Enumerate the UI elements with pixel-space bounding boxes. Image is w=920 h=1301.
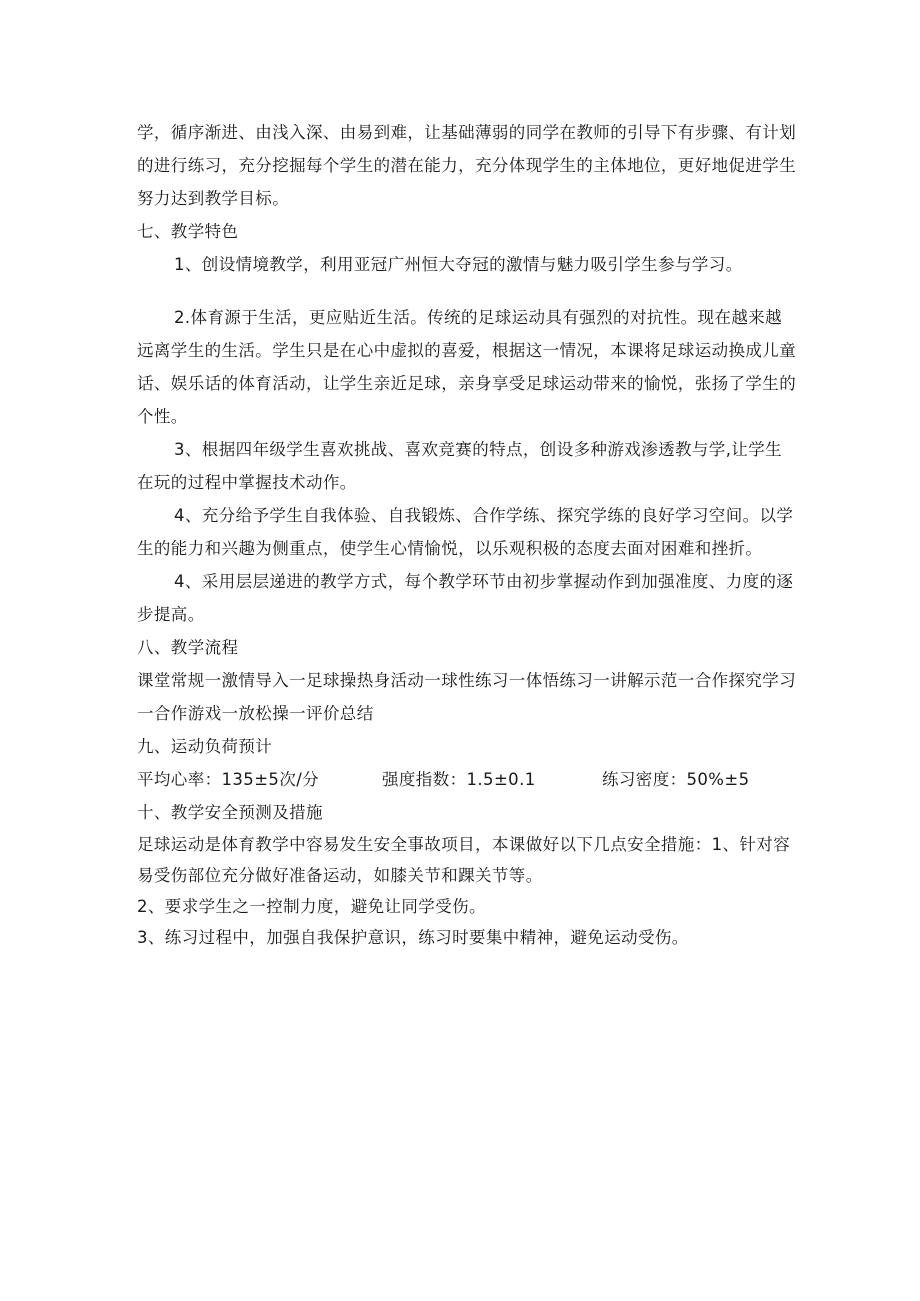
section10-item-3: 3、练习过程中，加强自我保护意识，练习时要集中精神，避免运动受伤。 xyxy=(137,928,689,947)
heart-rate-value: 平均心率：135±5次/分 xyxy=(137,770,320,789)
section8-heading: 八、教学流程 xyxy=(137,638,239,657)
section10-paragraph: 足球运动是体育教学中容易发生安全事故项目，本课做好以下几点安全措施：1、针对容易受伤部位充分做好准备运动，如膝关节和踝关节等。 xyxy=(137,835,791,885)
section10-heading: 十、教学安全预测及措施 xyxy=(137,803,323,822)
section10-item-2: 2、要求学生之一控制力度，避免让同学受伤。 xyxy=(137,897,486,916)
intro-paragraph: 学，循序渐进、由浅入深、由易到难，让基础薄弱的同学在教师的引导下有步骤、有计划的进行练习，充分挖掘每个学生的潜在能力，充分体现学生的主体地位，更好地促进学生努力达到教学目标。 xyxy=(137,123,797,208)
section7-item-5: 4、采用层层递进的教学方式，每个教学环节由初步掌握动作到加强准度、力度的逐步提高。 xyxy=(137,572,794,624)
section7-item-2: 2.体育源于生活，更应贴近生活。传统的足球运动具有强烈的对抗性。现在越来越远离学生的生活。学生只是在心中虚拟的喜爱，根据这一情况，本课将足球运动换成儿童话、娱乐话的体育活动，让学生亲近足球，亲身享受足球运动带来的愉悦，张扬了学生的个性。 xyxy=(137,308,797,426)
section7-item-1: 1、创设情境教学，利用亚冠广州恒大夺冠的激情与魅力吸引学生参与学习。 xyxy=(174,255,743,274)
section8-flow: 课堂常规一激情导入一足球操热身活动一球性练习一体悟练习一讲解示范一合作探究学习一合作游戏一放松操一评价总结 xyxy=(137,671,797,723)
document-body xyxy=(137,116,797,953)
density-value: 练习密度：50%±5 xyxy=(602,770,750,789)
load-metrics xyxy=(137,763,797,796)
section9-heading: 九、运动负荷预计 xyxy=(137,737,273,756)
section7-heading: 七、教学特色 xyxy=(137,222,239,241)
section7-item-3: 3、根据四年级学生喜欢挑战、喜欢竞赛的特点，创设多种游戏渗透教与学,让学生在玩的过程中掌握技术动作。 xyxy=(137,440,783,492)
intensity-value: 强度指数：1.5±0.1 xyxy=(382,770,536,789)
section7-item-4: 4、充分给予学生自我体验、自我锻炼、合作学练、探究学练的良好学习空间。以学生的能力和兴趣为侧重点，使学生心情愉悦，以乐观积极的态度去面对困难和挫折。 xyxy=(137,506,794,558)
